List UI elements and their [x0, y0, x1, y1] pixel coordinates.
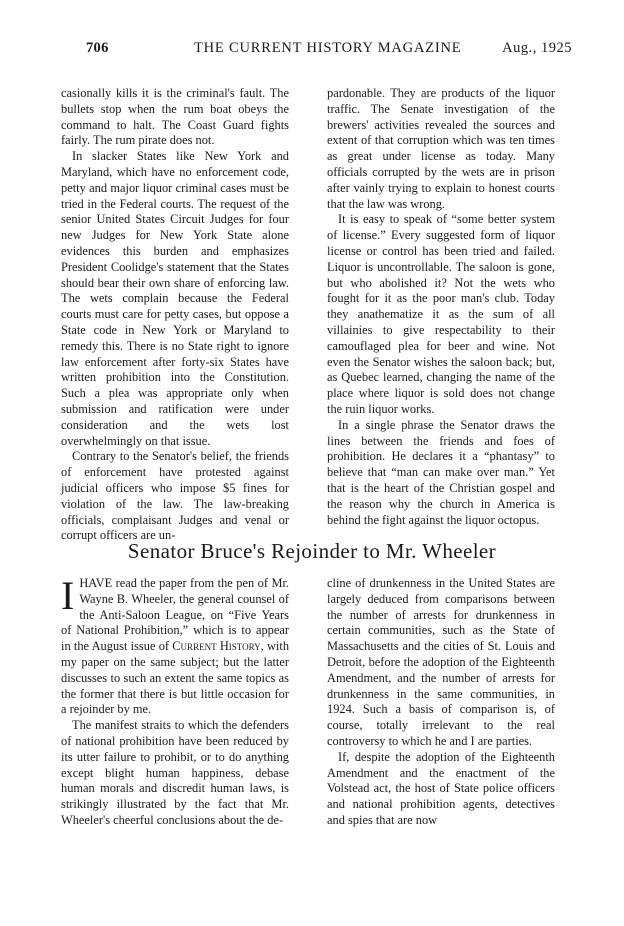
- paragraph: casionally kills it is the criminal's fault. The bullets stop when the rum boat obeys the command to halt. The Coast Guard fights fairly. The rum pirate does not.: [61, 86, 289, 148]
- article-title: Senator Bruce's Rejoinder to Mr. Wheeler: [127, 539, 497, 563]
- paragraph: In a single phrase the Senator draws the lines between the friends and foes of prohibition. He declares it a “phantasy” to believe that “man can make over man.” Yet that is the heart of the Christian gospel and the reason why the church in America is behind the fight against the liquor octopus.: [327, 417, 555, 527]
- magazine-title: THE CURRENT HISTORY MAGAZINE: [194, 40, 462, 56]
- paragraph: Contrary to the Senator's belief, the friends of enforcement have protested against judicial officers who impose $5 fines for violation of the law. The law-breaking officials, complaisant Judges and venal or corrupt officers are un-: [61, 449, 289, 543]
- paragraph: In slacker States like New York and Maryland, which have no enforcement code, petty and major liquor criminal cases must be tried in the Federal courts. The request of the senior United States Circuit Judges for four new Judges for New York State alone evidences this burden and emphasizes President Coolidge's statement that the States should bear their own share of enforcing law. The wets complain because the Federal courts must care for petty cases, but oppose a State code in New York or Maryland to remedy this. There is no State right to ignore law enforcement after forty-six States have written prohibition into the Constitution. Such a plea was appropriate only when submission and ratification were under consideration and the wets lost overwhelmingly on that issue.: [61, 149, 289, 448]
- issue-date: Aug., 1925: [502, 40, 572, 56]
- paragraph: If, despite the adoption of the Eighteenth Amendment and the enactment of the Volstead act, the host of State police officers and national prohibition agents, detectives and spies that are now: [327, 749, 555, 827]
- paragraph: The manifest straits to which the defenders of national prohibition have been reduced by its utter failure to prohibit, or to do anything except blight human happiness, debase human morals and discredit human laws, is strikingly illustrated by the fact that Mr. Wheeler's cheerful conclusions about the de-: [61, 718, 289, 827]
- paragraph-text: , with my paper on the same subject; but the latter discusses to such an extent the same topics as the former that there is but little occasion for a rejoinder by me.: [61, 639, 290, 717]
- paragraph: It is easy to speak of “some better system of license.” Every suggested form of liquor license or control has been tried and failed. Liquor is uncontrollable. The saloon is gone, but who abolished it? Not the wets who fought for it as the poor man's club. Today they anathematize it as the sum of all villainies to give respectability to their camouflaged plea for beer and wine. Not even the Senator wishes the saloon back; but, as Quebec learned, changing the name of the place where liquor is sold does not change the ruin liquor works.: [327, 212, 555, 416]
- running-header: [86, 40, 572, 62]
- top-left-column: [61, 86, 289, 544]
- drop-cap: I: [61, 573, 75, 618]
- paragraph: pardonable. They are products of the liquor traffic. The Senate investigation of the brewers' activities revealed the sources and extent of that corruption which was ten times as great under license as today. Many officials corrupted by the wets are in prison after vainly trying to explain to honest courts that the law was wrong.: [327, 86, 555, 211]
- paragraph: cline of drunkenness in the United States are largely deduced from comparisons between the number of arrests for drunkenness in certain communities, such as the State of Massachusetts and the cities of St. Louis and Detroit, before the adoption of the Eighteenth Amendment, and the number of arrests for drunkenness in the same communities, in 1924. Such a basis of comparison is, of course, totally irrelevant to the real controversy to which he and I are parties.: [327, 576, 555, 748]
- paragraph-text: HAVE read the paper from the pen of Mr. Wayne B. Wheeler, the general counsel of the Anti-Saloon League, on “Five Years of National Prohibition,” which is to appear in the August issue of: [61, 576, 289, 654]
- page-number: 706: [86, 40, 109, 56]
- article-right-column: [327, 576, 555, 829]
- article-left-column: [61, 573, 290, 829]
- opening-paragraph: [61, 573, 290, 718]
- top-right-column: [327, 86, 555, 528]
- magazine-name: Current History: [172, 639, 261, 654]
